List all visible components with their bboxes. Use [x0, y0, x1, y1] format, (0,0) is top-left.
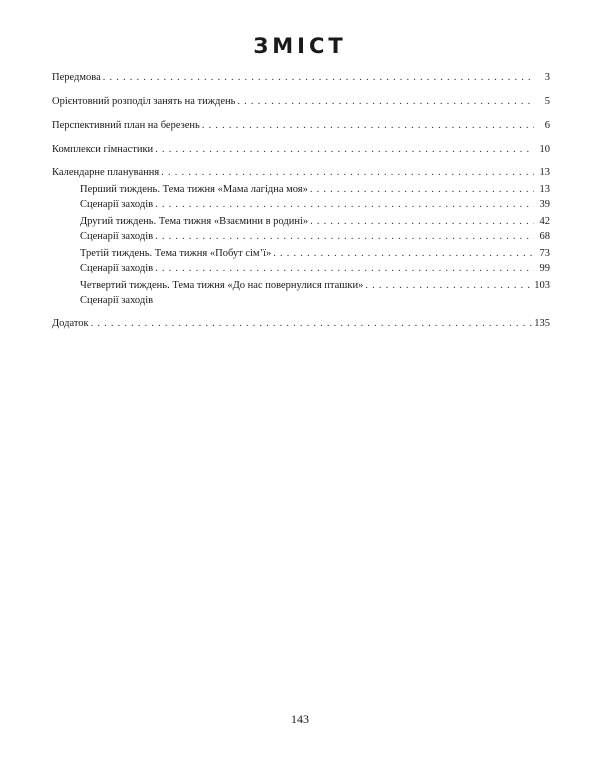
toc-entry [52, 70, 550, 85]
toc-entry-label: Перший тиждень. Тема тижня «Мама лагідна моя» [80, 184, 308, 195]
toc-entry-label: Додаток [52, 318, 89, 329]
toc-entry-label: Орієнтовний розподіл занять на тиждень [52, 96, 236, 107]
toc-entry-page: 39 [539, 199, 550, 210]
toc-entry-label: Другий тиждень. Тема тижня «Взаємини в родині» [80, 216, 309, 227]
toc-entry-label: Передмова [52, 72, 101, 83]
dot-leader [103, 70, 534, 85]
toc-entry [52, 142, 550, 157]
dot-leader [273, 246, 534, 261]
toc-entry-label: Перспективний план на березень [52, 120, 200, 131]
table-of-contents [52, 70, 550, 331]
dot-leader [155, 142, 534, 157]
toc-subentry [52, 229, 550, 244]
page-number: 143 [291, 712, 309, 726]
toc-entry-label: Третій тиждень. Тема тижня «Побут сім’ї» [80, 248, 272, 259]
toc-entry-page: 10 [539, 144, 550, 155]
toc-entry-page: 99 [539, 263, 550, 274]
toc-entry [52, 165, 550, 180]
toc-entry-label: Сценарії заходів [80, 263, 154, 274]
toc-subentry [52, 182, 550, 197]
dot-leader [155, 261, 534, 276]
dot-leader [202, 118, 534, 133]
toc-subentry [52, 293, 550, 308]
toc-subentry [52, 214, 550, 229]
toc-entry-page: 5 [544, 96, 550, 107]
toc-subentry [52, 278, 550, 293]
toc-entry [52, 94, 550, 109]
toc-entry-page: 135 [534, 318, 550, 329]
toc-entry-label: Четвертий тиждень. Тема тижня «До нас повернулися пташки» [80, 280, 364, 291]
dot-leader [161, 165, 534, 180]
toc-subentry [52, 246, 550, 261]
toc-entry-label: Календарне планування [52, 167, 160, 178]
toc-entry-page: 3 [544, 72, 550, 83]
toc-entry-label: Сценарії заходів [80, 199, 154, 210]
toc-entry-label: Сценарії заходів [80, 295, 154, 306]
dot-leader [155, 229, 534, 244]
dot-leader [155, 197, 534, 212]
dot-leader [91, 316, 533, 331]
toc-entry-page: 103 [534, 280, 550, 291]
dot-leader [310, 214, 534, 229]
page-title: ЗМІСТ [253, 34, 347, 58]
dot-leader [237, 94, 534, 109]
toc-subentry [52, 197, 550, 212]
toc-entry-page: 13 [539, 167, 550, 178]
toc-entry-page: 42 [539, 216, 550, 227]
toc-entry-page: 73 [539, 248, 550, 259]
toc-subentry [52, 261, 550, 276]
toc-entry [52, 118, 550, 133]
toc-entry [52, 316, 550, 331]
toc-entry-label: Комплекси гімнастики [52, 144, 154, 155]
dot-leader [365, 278, 532, 293]
toc-entry-label: Сценарії заходів [80, 231, 154, 242]
dot-leader [310, 182, 534, 197]
toc-entry-page: 13 [539, 184, 550, 195]
toc-entry-page: 6 [544, 120, 550, 131]
toc-entry-page: 68 [539, 231, 550, 242]
